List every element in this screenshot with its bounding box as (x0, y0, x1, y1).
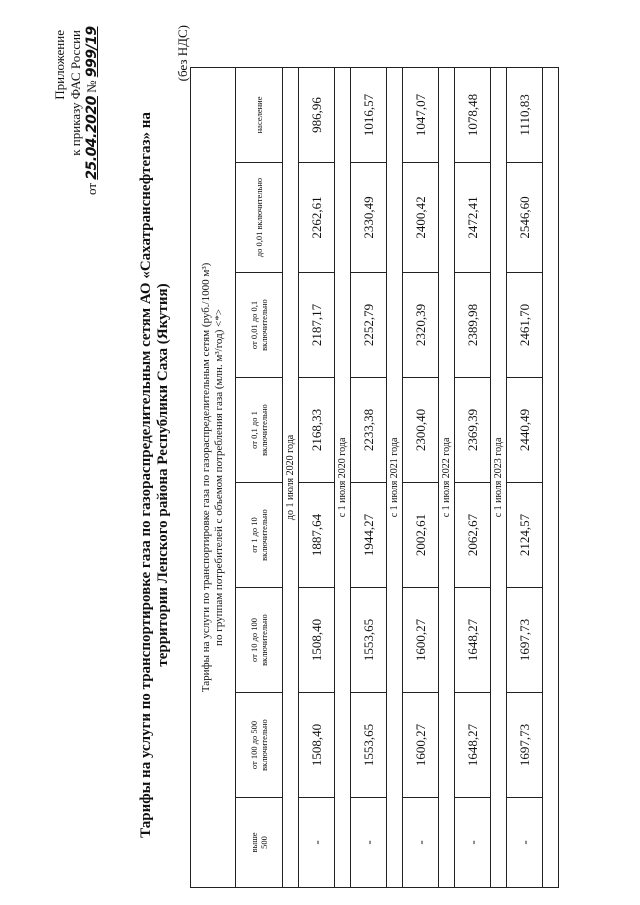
table-cell: 2330,49 (351, 163, 387, 273)
title-line-1: Тарифы на услуги по транспортировке газа по газораспределительным сетям АО «Сахатранснефтегаз» на (138, 112, 154, 838)
table-cell: 2168,33 (299, 378, 335, 483)
vat-note: (без НДС) (175, 25, 190, 82)
table-cell: 2124,57 (507, 483, 543, 588)
tariff-table (190, 67, 559, 888)
table-cell: - (299, 798, 335, 888)
table-cell: 2252,79 (351, 273, 387, 378)
appendix-label: Приложение (52, 30, 67, 100)
table-cell: 2472,41 (455, 163, 491, 273)
table-cell: 2233,38 (351, 378, 387, 483)
document-title (138, 75, 172, 875)
order-number: 999/19 (84, 26, 100, 78)
table-cell: 2262,61 (299, 163, 335, 273)
table-row (455, 67, 491, 887)
column-header: от 100 до 500 включительно (236, 693, 283, 798)
column-header: от 1 до 10 включительно (236, 483, 283, 588)
table-cell: 1016,57 (351, 67, 387, 162)
table-cell: 1887,64 (299, 483, 335, 588)
order-date: 25.04.2020 (84, 96, 100, 180)
table-footer-row (543, 67, 559, 887)
table-cell: - (455, 798, 491, 888)
table-cell: 1047,07 (403, 67, 439, 162)
period-label: с 1 июля 2020 года (335, 67, 351, 887)
column-header-row (236, 67, 283, 887)
table-cell: 2002,61 (403, 483, 439, 588)
table-cell: 1600,27 (403, 588, 439, 693)
table-cell: 1648,27 (455, 588, 491, 693)
table-cell: - (351, 798, 387, 888)
table-cell: 2400,42 (403, 163, 439, 273)
table-cell: 1508,40 (299, 588, 335, 693)
table-cell: 1600,27 (403, 693, 439, 798)
table-row (507, 67, 543, 887)
title-line-2: территории Ленского района Республики Саха (Якутия) (155, 283, 171, 667)
table-cell: 1508,40 (299, 693, 335, 798)
table-cell: 2389,98 (455, 273, 491, 378)
column-header: от 0,01 до 0,1 включительно (236, 273, 283, 378)
table-cell: 1078,48 (455, 67, 491, 162)
order-reference: к приказу ФАС России (68, 30, 83, 156)
table-cell: 2320,39 (403, 273, 439, 378)
column-header: население (236, 67, 283, 162)
table-row (403, 67, 439, 887)
table-cell: 1553,65 (351, 588, 387, 693)
column-header: до 0,01 включительно (236, 163, 283, 273)
column-header: от 10 до 100 включительно (236, 588, 283, 693)
table-cell: 1944,27 (351, 483, 387, 588)
table-cell: 2187,17 (299, 273, 335, 378)
table-cell: 1110,83 (507, 67, 543, 162)
column-header: выше 500 (236, 798, 283, 888)
column-header: от 0,1 до 1 включительно (236, 378, 283, 483)
period-label: до 1 июля 2020 года (283, 67, 299, 887)
table-cell: 2440,49 (507, 378, 543, 483)
table-cell: 2300,40 (403, 378, 439, 483)
table-cell: 1648,27 (455, 693, 491, 798)
period-label: с 1 июля 2023 года (491, 67, 507, 887)
appendix-header (52, 26, 100, 195)
table-cell: 986,96 (299, 67, 335, 162)
table-row (351, 67, 387, 887)
period-label: с 1 июля 2021 года (387, 67, 403, 887)
table-row (299, 67, 335, 887)
table-cell: 2062,67 (455, 483, 491, 588)
table-cell: 1553,65 (351, 693, 387, 798)
table-cell: 2369,39 (455, 378, 491, 483)
order-date-number: от 25.04.2020 № 999/19 (84, 26, 100, 195)
table-cell: 2461,70 (507, 273, 543, 378)
table-cell: 1697,73 (507, 588, 543, 693)
table-cell: 1697,73 (507, 693, 543, 798)
table-cell: - (507, 798, 543, 888)
table-cell: - (403, 798, 439, 888)
table-cell: 2546,60 (507, 163, 543, 273)
table-group-header: Тарифы на услуги по транспортировке газа по газораспределительным сетям (руб./1000 м³) по группам потребителей с объемом потребления газа (млн. м³/год) <*> (191, 67, 236, 887)
period-label: с 1 июля 2022 года (439, 67, 455, 887)
